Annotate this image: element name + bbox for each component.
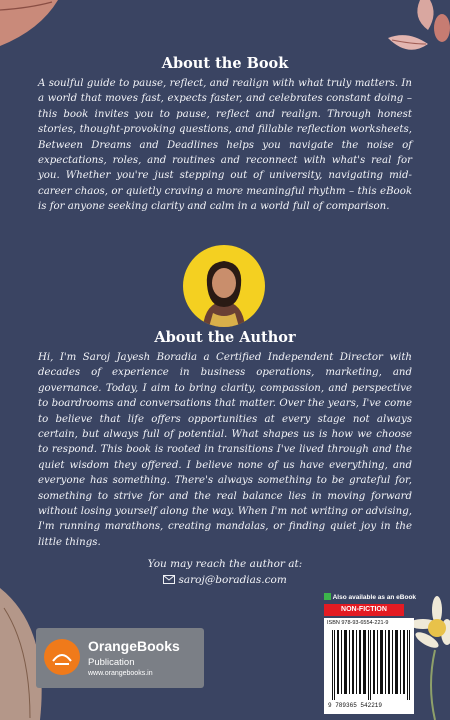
orangebooks-logo <box>44 639 80 675</box>
ebook-badge <box>324 593 416 601</box>
author-photo <box>183 245 265 327</box>
about-author-text: Hi, I'm Saroj Jayesh Boradia a Certified Independent Director with decades of experience in business operations, marketing, and governance. Today, I aim to bring clarity, compassion, and perspective to boardrooms and conversations that matter. Over the years, I've come to believe that life offers opportunities at every stage not always certain, but always full of potential. What shapes us is how we choose to respond. This book is rooted in transitions I've lived through and the quiet wisdom they offered. I believe none of us have everything, and everyone has something. There's always something to be grateful for, something to strive for and the real balance lies in moving forward without losing yourself along the way. When I'm not writing or advising, I'm running marathons, creating mandalas, or finding quiet joy in the little things. <box>38 352 412 548</box>
author-avatar <box>183 245 265 327</box>
download-icon <box>324 593 331 600</box>
barcode <box>324 618 414 714</box>
publisher-logo-box <box>36 628 204 688</box>
contact-line: You may reach the author at: <box>147 558 303 570</box>
contact-email-row[interactable] <box>0 574 450 586</box>
leaf-decoration-top-right <box>368 0 450 62</box>
publisher-subtitle: Publication <box>88 657 135 668</box>
publisher-url: www.orangebooks.in <box>88 670 153 677</box>
about-book-heading: About the Book <box>161 55 289 72</box>
envelope-icon <box>163 575 175 584</box>
publisher-name: OrangeBooks <box>88 638 180 654</box>
about-author-heading: About the Author <box>154 329 296 346</box>
contact-email[interactable]: saroj@boradias.com <box>178 574 287 586</box>
genre-badge: NON-FICTION <box>324 604 404 616</box>
ebook-badge-text: Also available as an eBook <box>332 594 417 601</box>
barcode-digits: 9 789365 542219 <box>328 702 383 709</box>
barcode-bars <box>332 630 410 700</box>
leaf-decoration-top-left <box>0 0 70 50</box>
isbn-text: ISBN 978-93-6554-221-9 <box>327 620 389 626</box>
about-book-text: A soulful guide to pause, reflect, and realign with what truly matters. In a world that moves fast, expects faster, and celebrates constant doing – this book invites you to pause, reflect and realign. Through honest stories, thought-provoking questions, and fillable reflection worksheets, Between Dreams and Deadlines helps you navigate the noise of expectations, roles, and routines and reconnect with what's real for you. Whether you're just stepping out of university, navigating mid-career chaos, or quietly craving a more meaningful rhythm – this eBook is for anyone seeking clarity and calm in a world full of comparison. <box>38 78 412 213</box>
